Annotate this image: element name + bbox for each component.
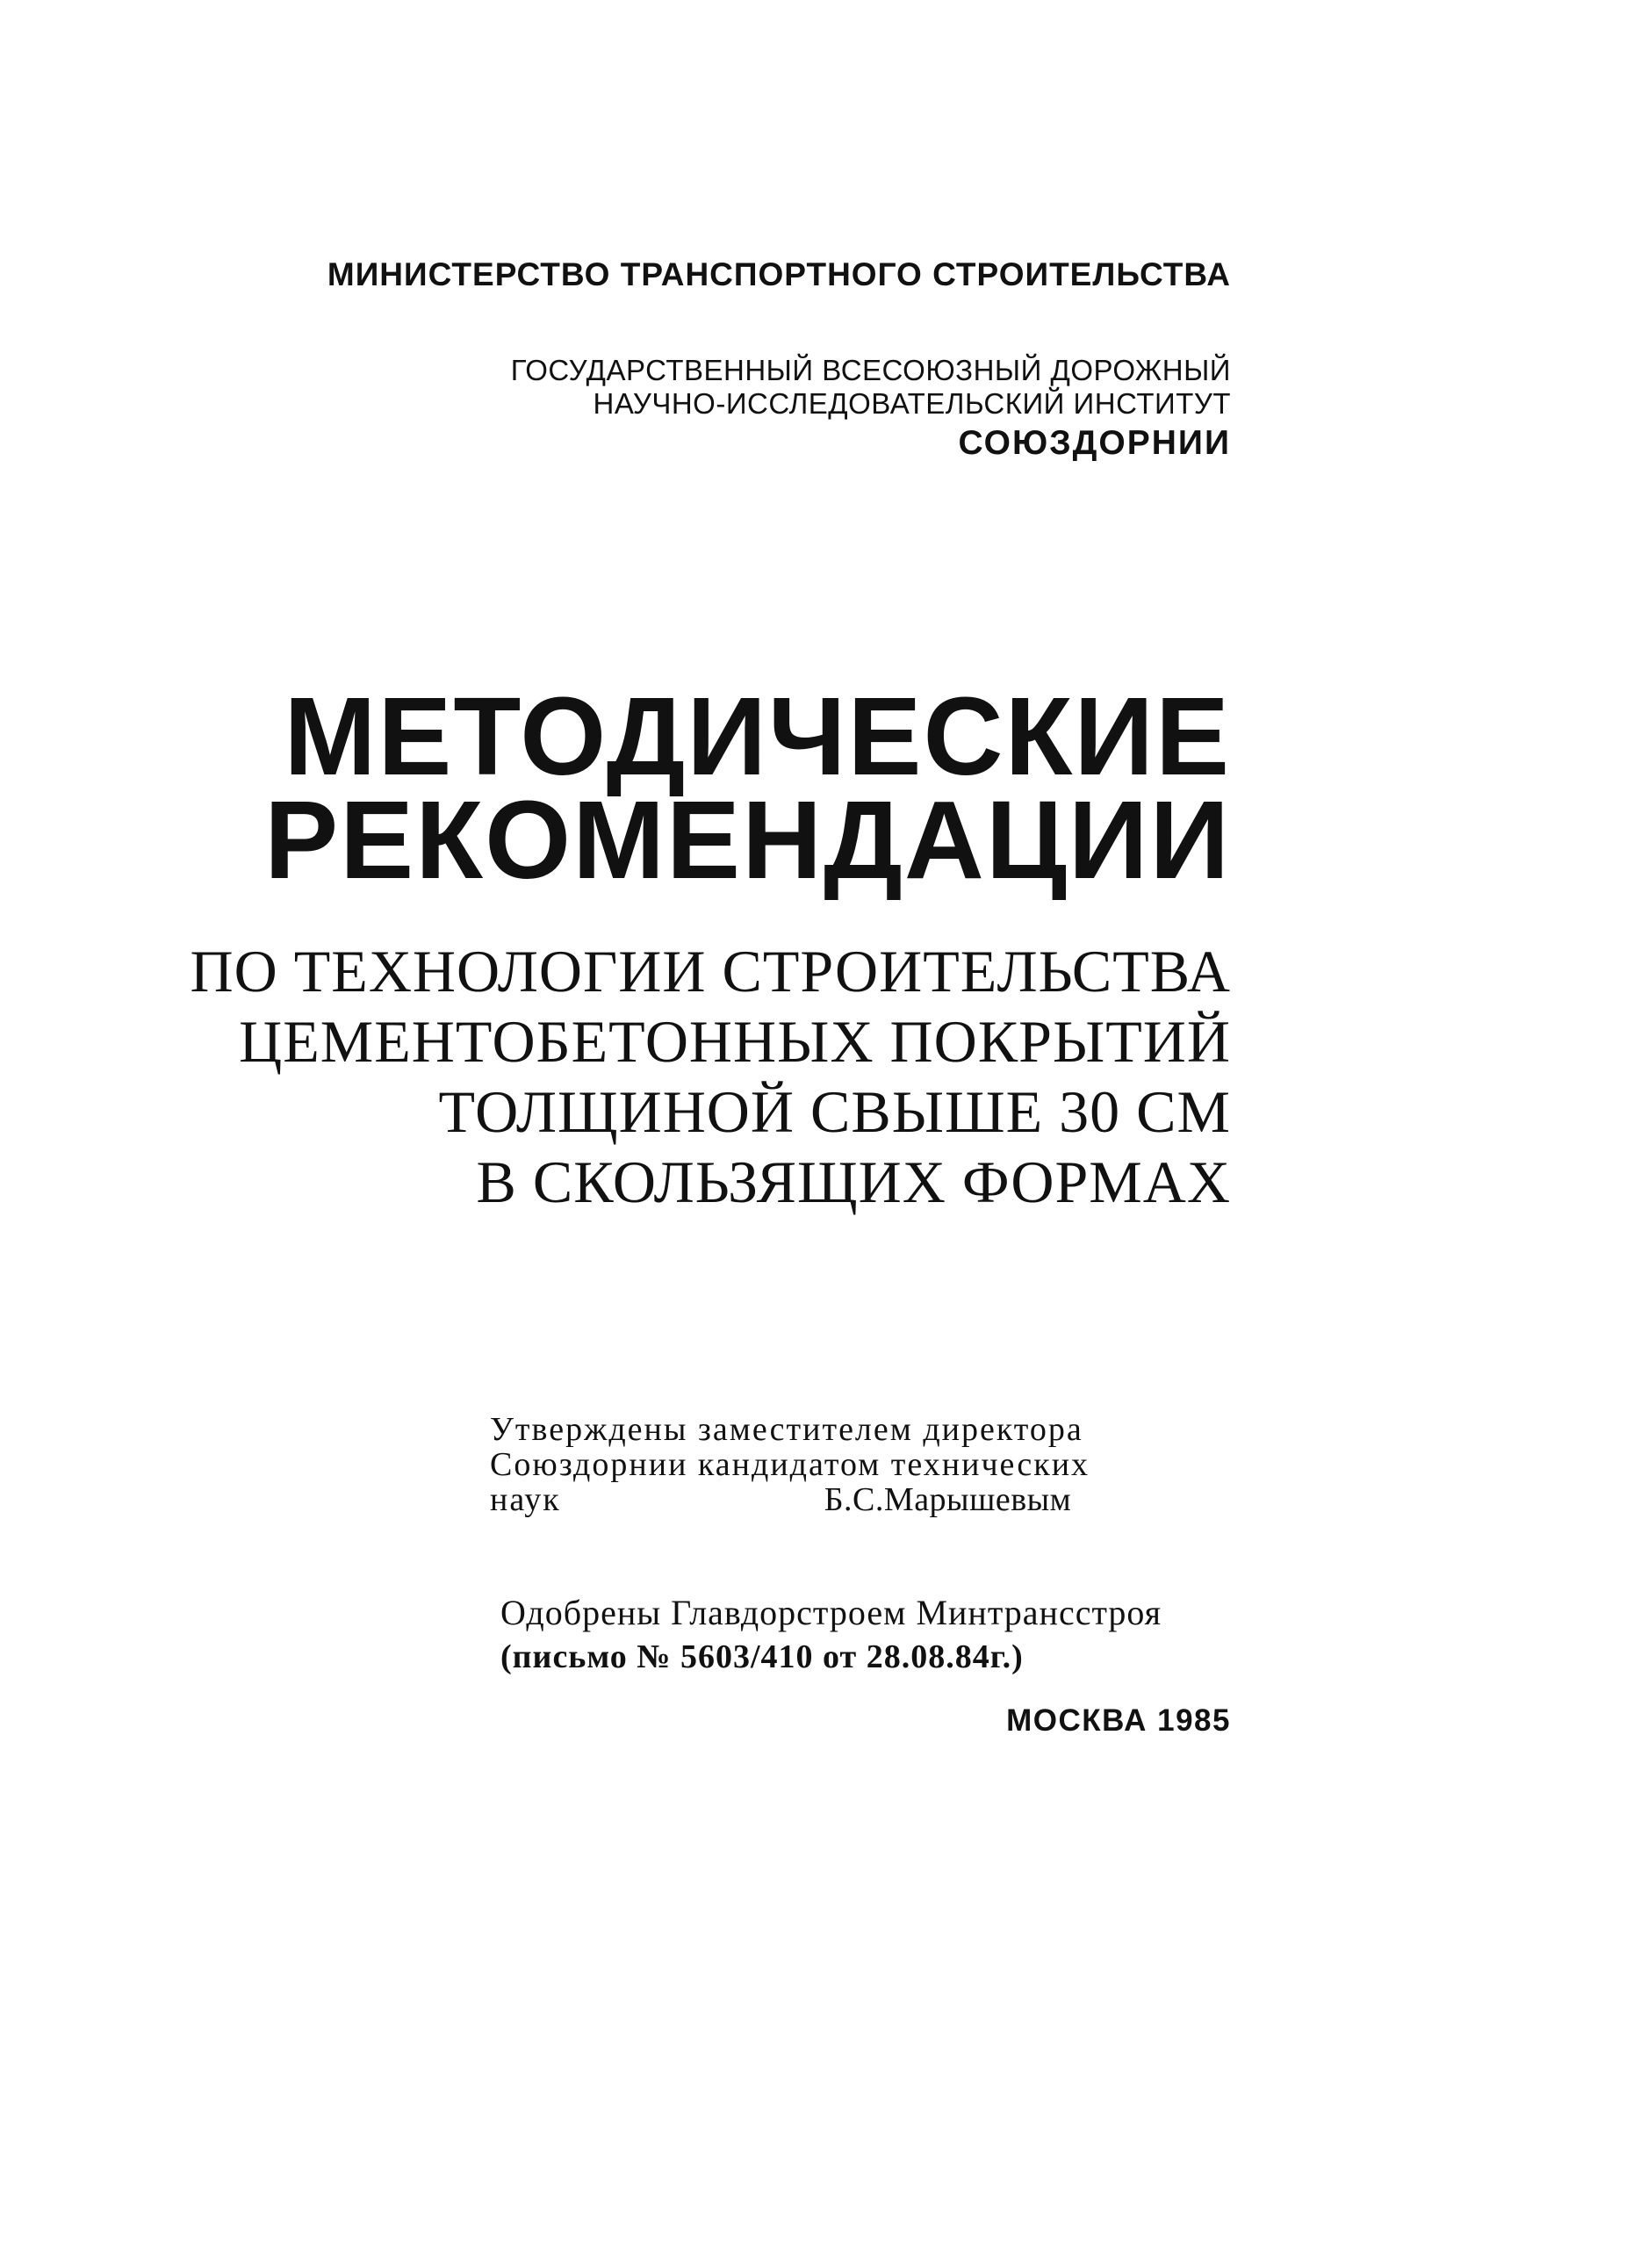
- title-line-2: РЕКОМЕНДАЦИИ: [264, 778, 1231, 902]
- subtitle-line-4: В СКОЛЬЗЯЩИХ ФОРМАХ: [476, 1148, 1231, 1215]
- title-line-1: МЕТОДИЧЕСКИЕ: [284, 674, 1231, 798]
- approval-note: [490, 1412, 1090, 1517]
- city-year: МОСКВА 1985: [1006, 1703, 1231, 1738]
- approval-line-3-text: наук: [490, 1481, 561, 1518]
- approval-signatory: Б.С.Марышевым: [824, 1481, 1072, 1518]
- subtitle-line-3: ТОЛЩИНОЙ СВЫШЕ 30 СМ: [438, 1078, 1231, 1145]
- subtitle-line-2: ЦЕМЕНТОБЕТОННЫХ ПОКРЫТИЙ: [239, 1008, 1231, 1075]
- subtitle-line-1: ПО ТЕХНОЛОГИИ СТРОИТЕЛЬСТВА: [190, 938, 1231, 1004]
- institute-block: [511, 354, 1231, 463]
- approval-line-1: Утверждены заместителем директора: [490, 1411, 1083, 1448]
- approval-line-3: [490, 1482, 1090, 1517]
- approval-line-2: Союздорнии кандидатом технических: [490, 1446, 1090, 1483]
- ministry-name: МИНИСТЕРСТВО ТРАНСПОРТНОГО СТРОИТЕЛЬСТВА: [327, 256, 1231, 292]
- endorsement-line-2: (письмо № 5603/410 от 28.08.84г.): [500, 1638, 1024, 1675]
- institute-name: СОЮЗДОРНИИ: [958, 424, 1231, 462]
- endorsement-line-1: Одобрены Главдорстроем Минтрансстроя: [500, 1593, 1162, 1632]
- institute-line-1: ГОСУДАРСТВЕННЫЙ ВСЕСОЮЗНЫЙ ДОРОЖНЫЙ: [510, 354, 1231, 386]
- document-title: [264, 674, 1231, 902]
- institute-line-2: НАУЧНО-ИССЛЕДОВАТЕЛЬСКИЙ ИНСТИТУТ: [593, 387, 1231, 420]
- document-subtitle: [191, 936, 1231, 1217]
- endorsement-note: [500, 1591, 1162, 1679]
